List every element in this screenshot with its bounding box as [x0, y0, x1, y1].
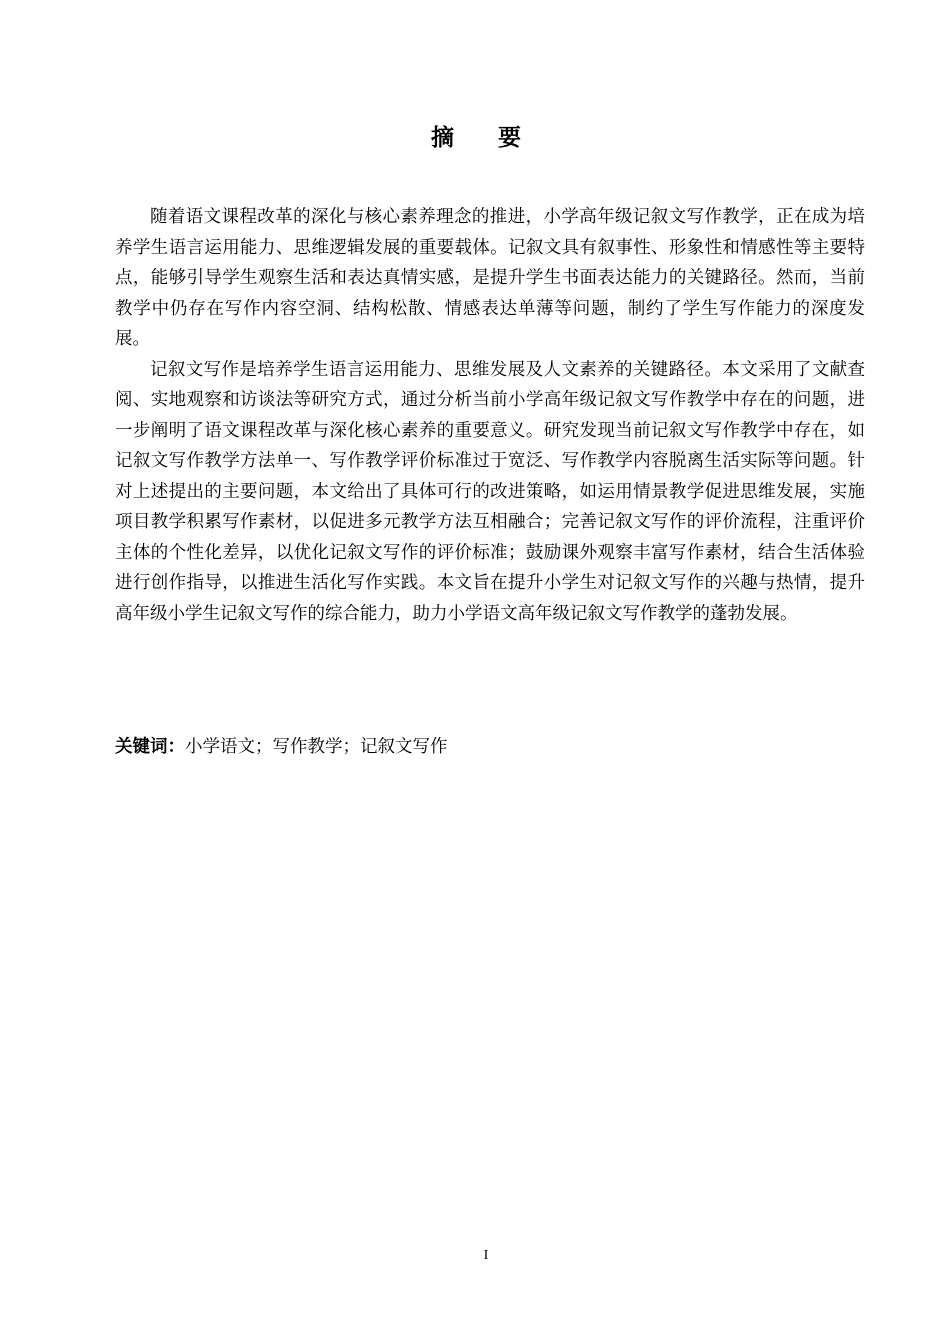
page-number: I	[483, 1248, 489, 1263]
keywords-text: 小学语文；写作教学；记叙文写作	[185, 737, 448, 757]
abstract-body	[115, 202, 865, 629]
keywords-label: 关键词：	[115, 737, 185, 757]
abstract-title: 摘 要	[430, 125, 539, 151]
abstract-paragraph-1: 随着语文课程改革的深化与核心素养理念的推进，小学高年级记叙文写作教学，正在成为培养学生语言运用能力、思维逻辑发展的重要载体。记叙文具有叙事性、形象性和情感性等主要特点，能够引导学生观察生活和表达真情实感，是提升学生书面表达能力的关键路径。然而，当前教学中仍存在写作内容空洞、结构松散、情感表达单薄等问题，制约了学生写作能力的深度发展。	[115, 207, 865, 349]
abstract-paragraph-2: 记叙文写作是培养学生语言运用能力、思维发展及人文素养的关键路径。本文采用了文献查阅、实地观察和访谈法等研究方式，通过分析当前小学高年级记叙文写作教学中存在的问题，进一步阐明了语文课程改革与深化核心素养的重要意义。研究发现当前记叙文写作教学中存在，如记叙文写作教学方法单一、写作教学评价标准过于宽泛、写作教学内容脱离生活实际等问题。针对上述提出的主要问题，本文给出了具体可行的改进策略，如运用情景教学促进思维发展，实施项目教学积累写作素材，以促进多元教学方法互相融合；完善记叙文写作的评价流程，注重评价主体的个性化差异，以优化记叙文写作的评价标准；鼓励课外观察丰富写作素材，结合生活体验进行创作指导，以推进生活化写作实践。本文旨在提升小学生对记叙文写作的兴趣与热情，提升高年级小学生记叙文写作的综合能力，助力小学语文高年级记叙文写作教学的蓬勃发展。	[115, 359, 865, 624]
keywords-line	[115, 732, 865, 762]
